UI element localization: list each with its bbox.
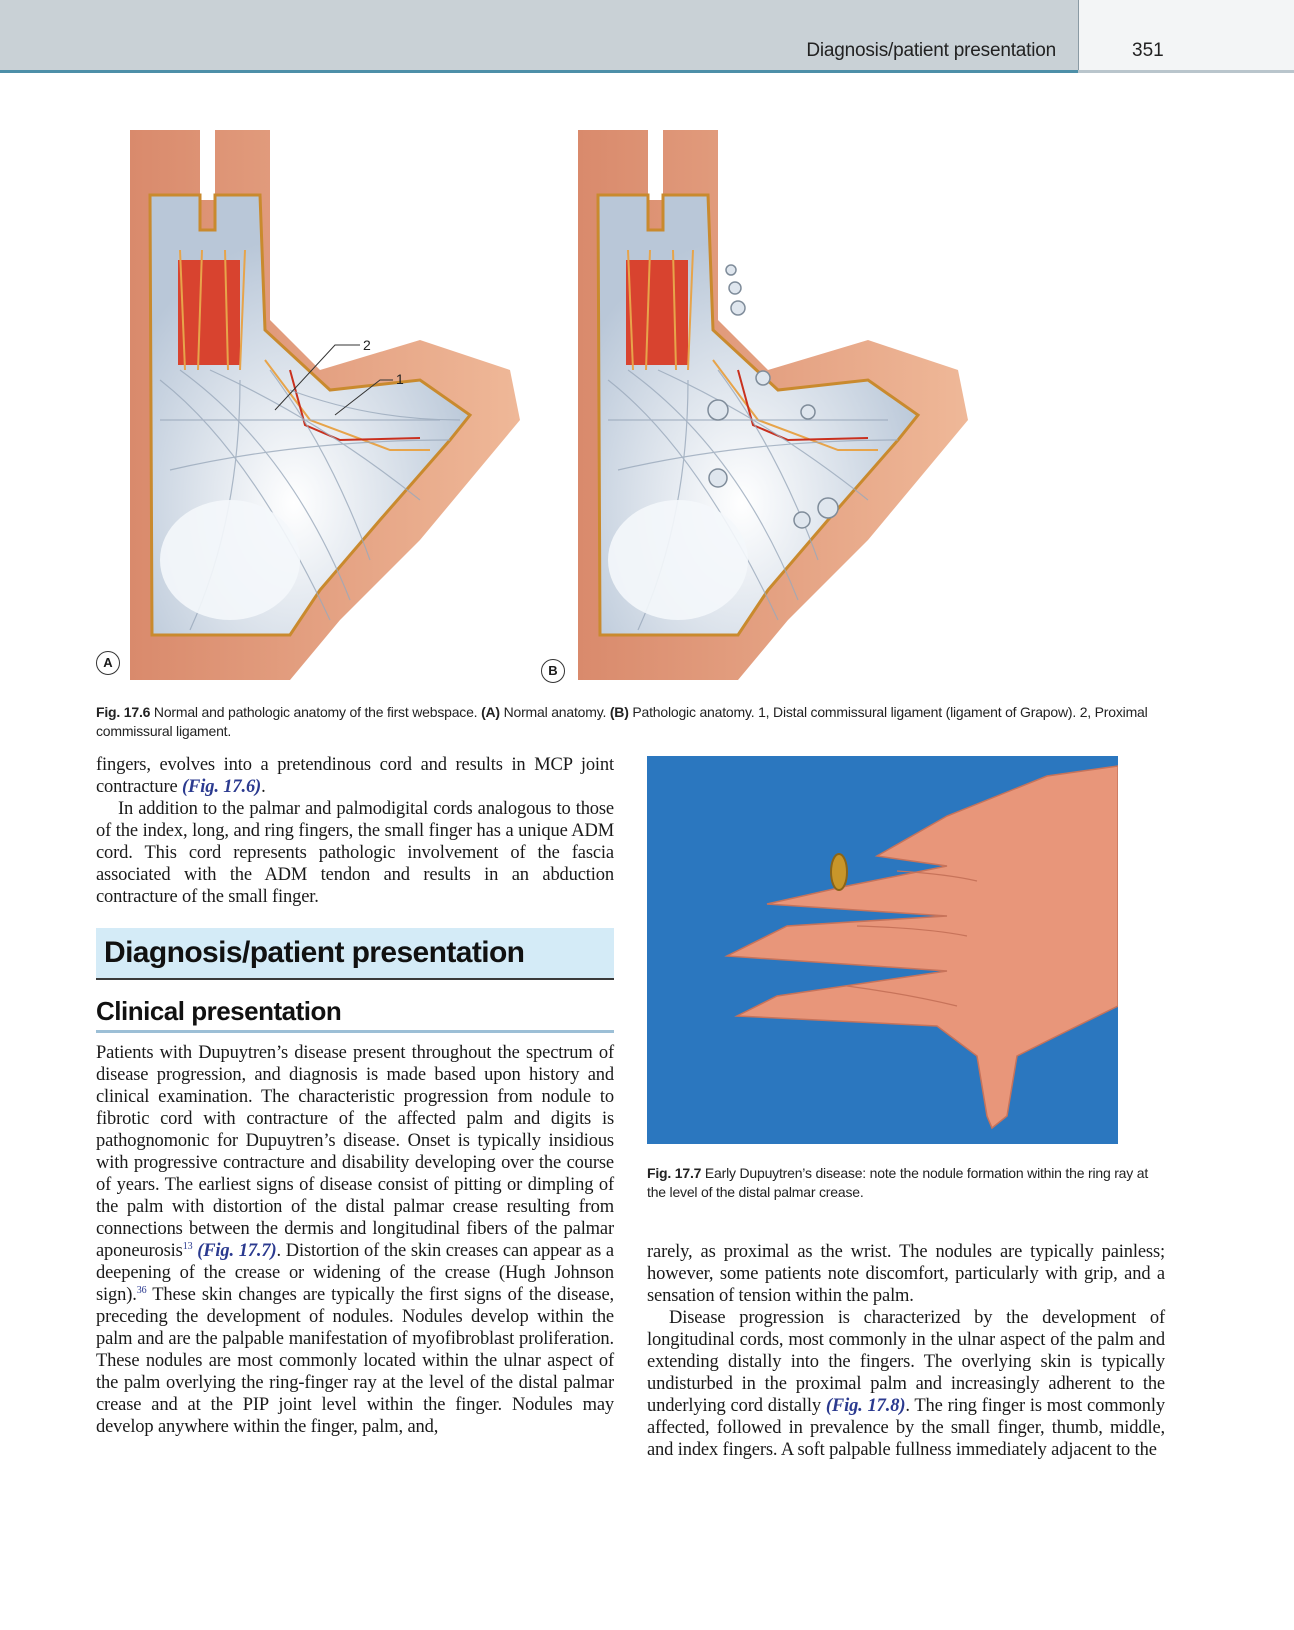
figure-17-6-illustration	[90, 120, 990, 680]
panel-a-label: A	[96, 651, 120, 675]
caption-text: Pathologic anatomy. 1, Distal commissural ligament (ligament of Grapow). 2, Proximal commissural ligament.	[96, 704, 1148, 739]
subheading	[96, 992, 614, 1033]
panel-b-label: B	[541, 659, 565, 683]
citation[interactable]: 36	[136, 1284, 147, 1296]
paragraph-text: . Distortion of the skin creases can appear as a deepening of the crease or widening of the crease (Hugh Johnson sign).	[96, 1241, 614, 1305]
section-heading-text: Diagnosis/patient presentation	[104, 936, 525, 969]
paragraph-text: These skin changes are typically the first signs of the disease, preceding the development of nodules. Nodules develop within the palm and are the palpable manifestation of myofibroblast proliferation. These nodules are most commonly located within the ulnar aspect of the palm overlying the ring-finger ray at the level of the distal palmar crease and at the PIP joint level within the finger. Nodules may develop anywhere within the finger, palm, and,	[96, 1285, 614, 1437]
paragraph: rarely, as proximal as the wrist. The nodules are typically painless; however, some patients note discomfort, particularly with grip, and a sensation of tension within the palm.	[647, 1242, 1165, 1306]
page-number-rule	[1078, 70, 1294, 73]
caption-panel-b: (B)	[609, 704, 629, 720]
figure-17-7-photo	[647, 756, 1118, 1144]
figure-link[interactable]: (Fig. 17.8)	[825, 1396, 906, 1416]
caption-text: Normal and pathologic anatomy of the first webspace.	[150, 704, 482, 720]
paragraph-text: fingers, evolves into a pretendinous cord and results in MCP joint contracture	[96, 755, 614, 797]
paragraph-text: . The ring finger is most commonly affected, followed in prevalence by the small finger, thumb, middle, and index fingers. A soft palpable fullness immediately adjacent to the	[647, 1396, 1165, 1460]
left-column-bottom	[96, 1042, 614, 1438]
paragraph	[96, 1042, 614, 1438]
citation[interactable]: 13	[182, 1240, 193, 1252]
callout-2: 2	[363, 337, 371, 353]
paragraph-text: Disease progression is characterized by the development of longitudinal cords, most commonly in the ulnar aspect of the palm and extending distally into the fingers. The overlying skin is typically undisturbed in the proximal palm and increasingly adherent to the underlying cord distally	[647, 1308, 1165, 1416]
callout-1: 1	[396, 371, 404, 387]
caption-panel-a: (A)	[481, 704, 500, 720]
panel-b-drawing	[578, 130, 968, 680]
header-rule	[0, 70, 1078, 73]
running-title: Diagnosis/patient presentation	[806, 40, 1056, 61]
paragraph	[647, 1307, 1165, 1461]
figure-link[interactable]: (Fig. 17.6)	[182, 777, 262, 797]
paragraph	[96, 754, 614, 798]
caption-figure-number: Fig. 17.7	[647, 1165, 702, 1181]
left-column-top	[96, 754, 614, 908]
page-number-box	[1078, 0, 1294, 72]
paragraph-text: .	[261, 777, 266, 797]
panel-a-drawing	[130, 130, 520, 680]
paragraph-text: Patients with Dupuytren’s disease present throughout the spectrum of disease progression, and diagnosis is made based upon history and clinical examination. The characteristic progression from nodule to fibrotic cord with contracture of the affected palm and digits is pathognomonic for Dupuytren’s disease. Onset is typically insidious with progressive contracture and disability developing over the course of years. The earliest signs of disease consist of pitting or dimpling of the palm with distortion of the distal palmar crease resulting from connections between the dermis and longitudinal fibers of the palmar aponeurosis	[96, 1043, 614, 1261]
right-column	[647, 1241, 1165, 1461]
paragraph: In addition to the palmar and palmodigital cords analogous to those of the index, long, and ring fingers, the small finger has a unique ADM cord. This cord represents pathologic involvement of the fascia associated with the ADM tendon and results in an abduction contracture of the small finger.	[96, 799, 614, 907]
figure-17-7-caption	[647, 1164, 1167, 1202]
caption-figure-number: Fig. 17.6	[96, 704, 151, 720]
subheading-text: Clinical presentation	[96, 996, 342, 1026]
section-heading	[96, 928, 614, 980]
figure-link[interactable]: (Fig. 17.7)	[197, 1241, 277, 1261]
figure-17-6-caption	[96, 703, 1166, 741]
caption-text: Normal anatomy.	[499, 704, 610, 720]
page-number: 351	[1132, 40, 1164, 61]
caption-text: Early Dupuytren’s disease: note the nodule formation within the ring ray at the level of the distal palmar crease.	[647, 1165, 1149, 1200]
